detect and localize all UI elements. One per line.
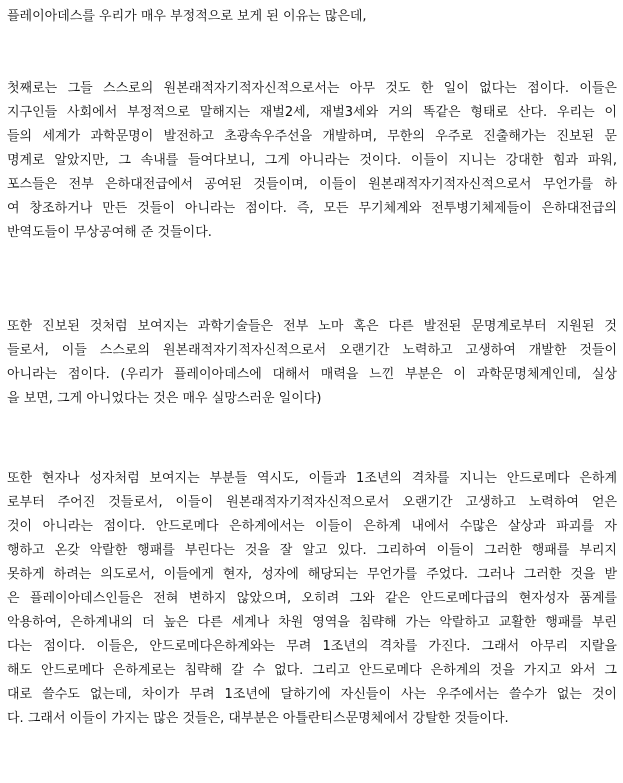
text-line: 해도 안드로메다 은하계로는 침략해 갈 수 없다. 그리고 안드로메다 은하계의 것을 가지고 와서 그 [7,663,617,678]
text-line: 지구인들 사회에서 부정적으로 말해지는 재벌2세, 재벌3세와 거의 똑같은 형태로 산다. 우리는 이 [7,105,617,120]
paragraph-second-reason [7,315,617,411]
text-line: 것이 아니라는 점이다. 안드로메다 은하계에서는 이들이 은하계 내에서 수많은 살상과 파괴를 자 [7,519,617,534]
text-line: 행하고 온갖 악랄한 행패를 부린다는 것을 잘 알고 있다. 그리하여 이들이 그러한 행패를 부리지 [7,543,617,558]
text-line: 악용하여, 은하계내의 더 높은 다른 세계나 차원 영역을 침략해 가는 악랄하고 교활한 행패를 부린 [7,615,617,630]
text-line: 아니라는 점이다. (우리가 플레이아데스에 대해서 매력을 느낀 부분은 이 과학문명체계인데, 실상 [7,367,617,382]
text-line: 로부터 주어진 것들로서, 이들이 원본래적자기적자신적으로서 오랜기간 고생하고 노력하여 얻은 [7,495,617,510]
text-line: 명계로 알았지만, 그 속내를 들여다보니, 그게 아니라는 것이다. 이들이 지니는 강대한 힘과 파워, [7,153,617,168]
paragraph-first-reason [7,77,617,245]
text-line: 을 보면, 그게 아니었다는 것은 매우 실망스러운 일이다) [7,391,322,406]
text-line: 들의 세계가 과학문명이 발전하고 초광속우주선을 개발하며, 무한의 우주로 진출해가는 진보된 문 [7,129,617,144]
text-line: 플레이아데스를 우리가 매우 부정적으로 보게 된 이유는 많은데, [7,9,367,24]
text-line: 또한 현자나 성자처럼 보여지는 부분들 역시도, 이들과 1조년의 격차를 지니는 안드로메다 은하계 [7,471,617,486]
text-line: 여 창조하거나 만든 것들이 아니라는 점이다. 즉, 모든 무기체계와 전투병기체제들이 은하대전급의 [7,201,617,216]
text-line: 다는 점이다. 이들은, 안드로메다은하계와는 무려 1조년의 격차를 가진다. 그래서 아무리 지랄을 [7,639,617,654]
text-line: 첫째로는 그들 스스로의 원본래적자기적자신적으로서는 아무 것도 한 일이 없다는 점이다. 이들은 [7,81,617,96]
text-line: 다. 그래서 이들이 가지는 많은 것들은, 대부분은 아틀란티스문명체에서 강탈한 것들이다. [7,711,509,726]
paragraph-third-reason [7,467,617,731]
paragraph-intro [7,5,617,29]
text-line: 은 플레이아데스인들은 전혀 변하지 않았으며, 오히려 그와 같은 안드로메다급의 현자성자 품계를 [7,591,617,606]
text-line: 반역도들이 무상공여해 준 것들이다. [7,225,212,240]
text-line: 또한 진보된 것처럼 보여지는 과학기술들은 전부 노마 혹은 다른 발전된 문명계로부터 지원된 것 [7,319,617,334]
text-line: 못하게 하려는 의도로서, 이들에게 현자, 성자에 해당되는 무언가를 주었다. 그러나 그러한 것을 받 [7,567,617,582]
text-line: 포스들은 전부 은하대전급에서 공여된 것들이며, 이들이 원본래적자기적자신적으로서 무언가를 하 [7,177,617,192]
text-line: 대로 쓸수도 없는데, 차이가 무려 1조년에 달하기에 자신들이 사는 우주에서는 쓸수가 없는 것이 [7,687,617,702]
text-line: 들로서, 이들 스스로의 원본래적자기적자신적으로서 오랜기간 노력하고 고생하여 개발한 것들이 [7,343,617,358]
